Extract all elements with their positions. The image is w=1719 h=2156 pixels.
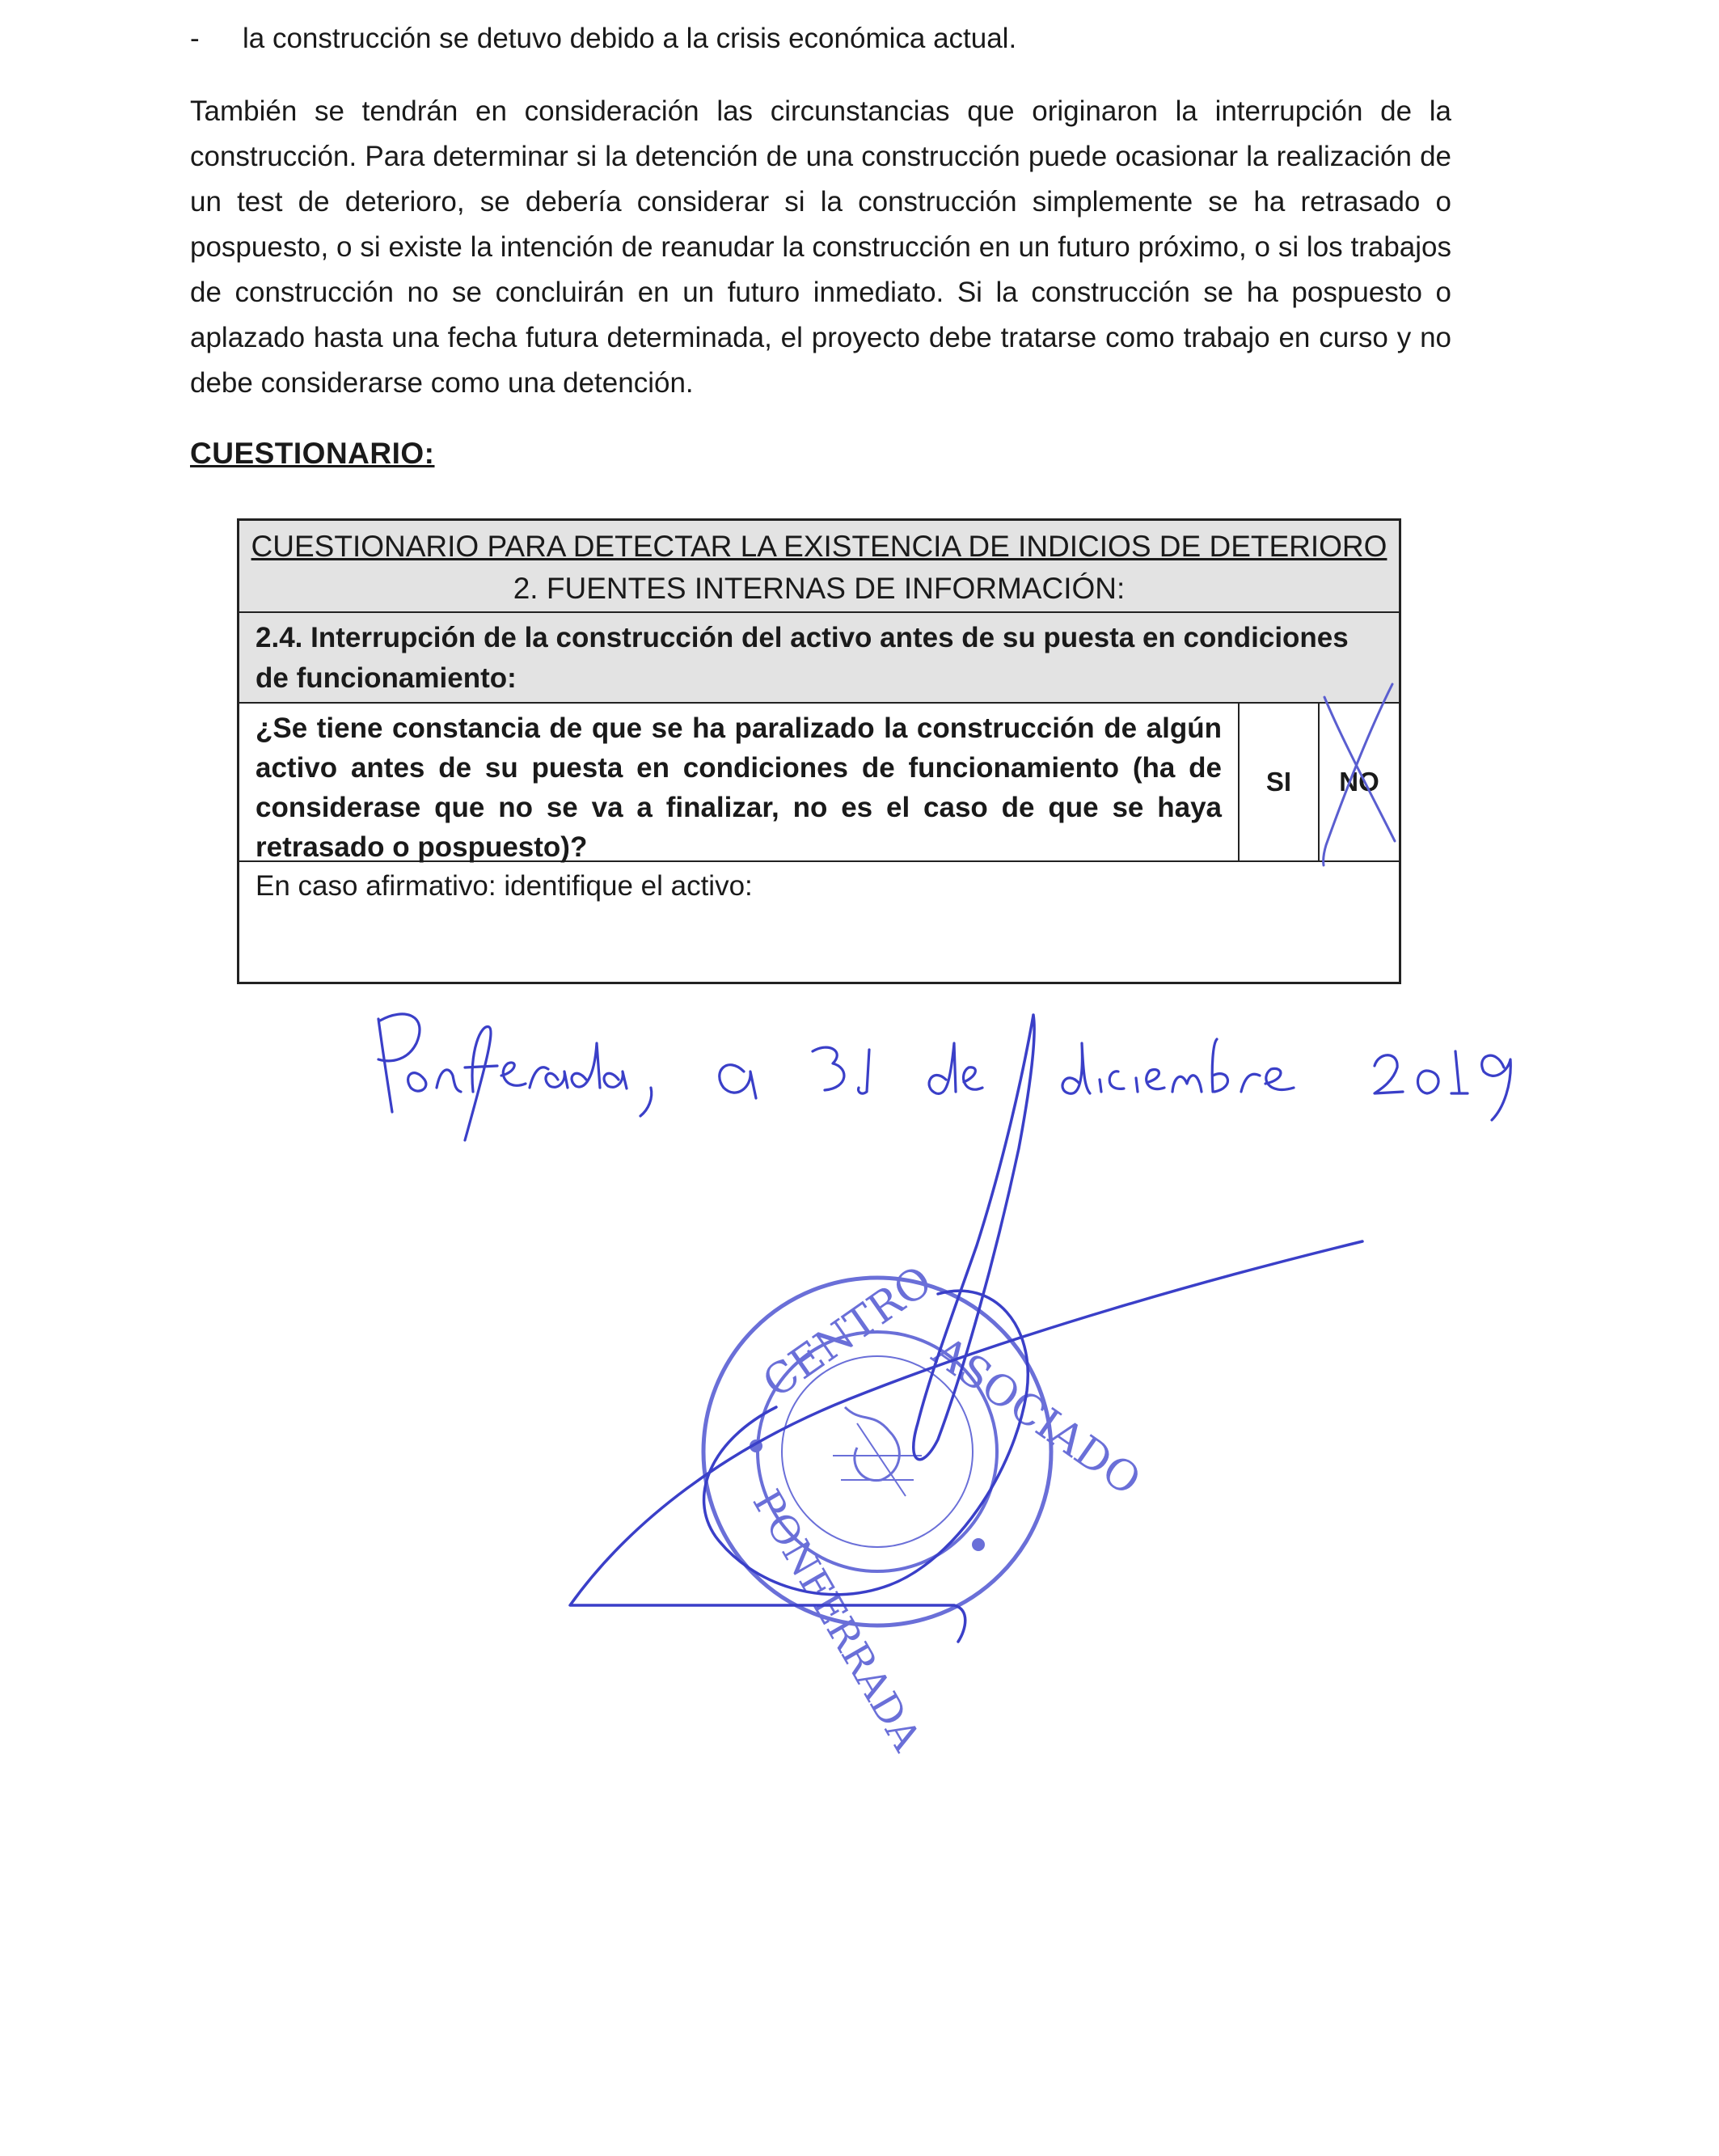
signature bbox=[570, 1015, 1362, 1642]
question-text: ¿Se tiene constancia de que se ha paralizado la construcción de algún activo antes de su puesta en condiciones de funcionamiento (ha de considerase que no se va a finalizar, no es el caso de que se haya retrasado o pospuesto)? bbox=[239, 704, 1240, 860]
bullet-marker: - bbox=[190, 23, 200, 54]
handwritten-date bbox=[378, 1014, 1510, 1140]
section-heading: CUESTIONARIO: bbox=[190, 437, 435, 470]
body-paragraph: También se tendrán en consideración las circunstancias que originaron la interrupción de la construcción. Para determinar si la detención de una construcción puede ocasionar la realización de un test de deterioro, se debería considerar si la construcción simplemente se ha retrasado o pospuesto, o si existe la intención de reanudar la construcción en un futuro próximo, o si los trabajos de construcción no se concluirán en un futuro inmediato. Si la construcción se ha pospuesto o aplazado hasta una fecha futura determinada, el proyecto debe tratarse como trabajo en curso y no debe considerarse como una detención. bbox=[190, 95, 1451, 399]
answer-no: NO bbox=[1339, 767, 1379, 797]
svg-text:ASOCIADO: ASOCIADO bbox=[923, 1327, 1150, 1506]
questionnaire-section: 2.4. Interrupción de la construcción del activo antes de su puesta en condiciones de funcionamiento: bbox=[239, 613, 1399, 704]
official-stamp bbox=[703, 1257, 1149, 1760]
svg-text:CENTRO: CENTRO bbox=[754, 1257, 941, 1408]
no-cross-mark bbox=[1324, 684, 1395, 865]
svg-text:PONFERRADA: PONFERRADA bbox=[743, 1482, 930, 1759]
answer-yes: SI bbox=[1240, 704, 1320, 860]
questionnaire-subtitle: 2. FUENTES INTERNAS DE INFORMACIÓN: bbox=[513, 572, 1126, 605]
questionnaire-title: CUESTIONARIO PARA DETECTAR LA EXISTENCIA DE INDICIOS DE DETERIORO bbox=[251, 530, 1387, 563]
affirmative-prompt: En caso afirmativo: identifique el activo: bbox=[256, 870, 753, 902]
bullet-text: la construcción se detuvo debido a la crisis económica actual. bbox=[243, 23, 1017, 54]
